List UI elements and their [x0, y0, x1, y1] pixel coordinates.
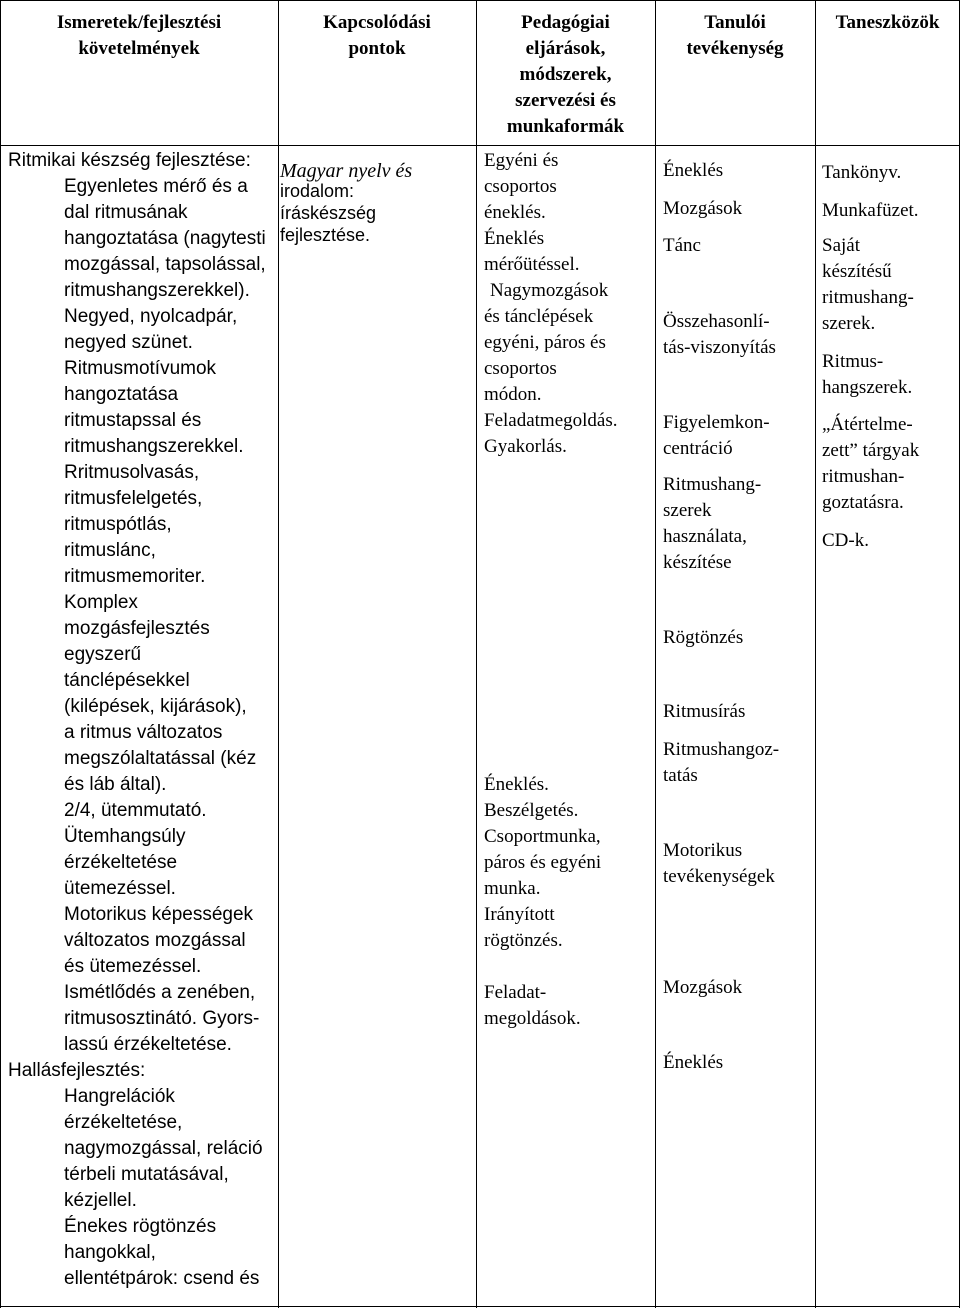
header-text: eljárások,: [525, 38, 606, 59]
activity-item: [663, 838, 813, 890]
header-text: munkaformák: [506, 116, 625, 137]
method-line: csoportos: [484, 358, 557, 379]
connection-line: fejlesztése.: [280, 225, 371, 245]
requirement-line: Motorikus képességek: [64, 904, 254, 925]
method-line: munka.: [484, 878, 541, 899]
activity-item: [663, 309, 813, 361]
activity-line: tás-viszonyítás: [663, 337, 776, 358]
table-border-left: [0, 0, 1, 1308]
tool-item: [822, 198, 958, 224]
tool-line: hangszerek.: [822, 377, 913, 398]
tool-line: Saját: [822, 235, 860, 256]
tool-line: Tankönyv.: [822, 162, 902, 183]
requirement-line: változatos mozgással: [64, 930, 246, 951]
method-line: Nagymozgások: [490, 280, 609, 301]
method-line: éneklés.: [484, 202, 546, 223]
connection-line: íráskészség: [280, 203, 377, 223]
requirement-line: érzékeltetése: [64, 852, 178, 873]
requirement-line: és ütemezéssel.: [64, 956, 202, 977]
activity-line: Figyelemkon-: [663, 412, 770, 433]
activity-line: Éneklés: [663, 1052, 724, 1073]
requirement-line: Énekes rögtönzés: [64, 1216, 217, 1237]
activity-line: szerek: [663, 500, 712, 521]
method-line: Csoportmunka,: [484, 826, 601, 847]
activity-item: [663, 410, 813, 462]
rhythm-section-title: Ritmikai készség fejlesztése:: [8, 150, 251, 171]
header-methods: [476, 10, 655, 140]
methods-cell-1: [484, 148, 654, 460]
header-requirements: [0, 10, 278, 62]
header-student-activity: [655, 10, 815, 62]
requirement-line: Negyed, nyolcadpár,: [64, 306, 238, 327]
requirement-line: (kilépések, kijárások),: [64, 696, 247, 717]
header-text: tevékenység: [686, 38, 784, 59]
activity-item: [663, 196, 813, 222]
activity-item: [663, 699, 813, 725]
tool-item: [822, 528, 958, 554]
requirement-line: ütemezéssel.: [64, 878, 176, 899]
header-connections: [278, 10, 476, 62]
activity-item: [663, 737, 813, 789]
tool-line: készítésű: [822, 261, 892, 282]
requirement-line: ritmusfelelgetés,: [64, 488, 203, 509]
method-line: Beszélgetés.: [484, 800, 579, 821]
methods-cell-2: [484, 772, 654, 954]
requirement-line: ritmustapssal és: [64, 410, 202, 431]
activity-item: [663, 1050, 813, 1076]
method-line: Gyakorlás.: [484, 436, 567, 457]
tool-line: goztatásra.: [822, 492, 904, 513]
hearing-section-list: [8, 1084, 276, 1292]
requirement-line: Ritmusmotívumok: [64, 358, 217, 379]
method-line: Irányított: [484, 904, 555, 925]
activity-line: tatás: [663, 765, 698, 786]
requirement-line: ritmushangszerekkel.: [64, 436, 244, 457]
method-line: módon.: [484, 384, 542, 405]
requirement-line: hangoztatása (nagytesti: [64, 228, 266, 249]
requirement-line: ritmusmemoriter.: [64, 566, 206, 587]
column-divider: [278, 0, 279, 1308]
requirement-line: dal ritmusának: [64, 202, 188, 223]
activity-line: centráció: [663, 438, 733, 459]
activity-line: használata,: [663, 526, 747, 547]
tool-item: [822, 412, 958, 516]
header-row-divider: [0, 145, 960, 146]
requirement-line: ritmuslánc,: [64, 540, 156, 561]
methods-cell-3: [484, 980, 654, 1032]
method-line: Éneklés: [484, 228, 545, 249]
requirement-line: nagymozgással, reláció: [64, 1138, 263, 1159]
activity-line: Motorikus: [663, 840, 743, 861]
requirement-line: térbeli mutatásával,: [64, 1164, 229, 1185]
tool-item: [822, 160, 958, 186]
header-text: követelmények: [78, 38, 200, 59]
tool-line: szerek.: [822, 313, 876, 334]
tool-line: ritmushan-: [822, 466, 905, 487]
requirement-line: hangoztatása: [64, 384, 179, 405]
tool-line: Munkafüzet.: [822, 200, 919, 221]
activity-item: [663, 625, 813, 651]
requirement-line: Ütemhangsúly: [64, 826, 186, 847]
rhythm-section-list: [8, 174, 276, 1058]
method-line: egyéni, páros és: [484, 332, 606, 353]
requirement-line: érzékeltetése,: [64, 1112, 183, 1133]
activity-item: [663, 158, 813, 184]
connections-cell: [280, 158, 474, 246]
column-divider: [655, 0, 656, 1308]
table-border-bottom: [0, 1306, 960, 1307]
method-line: mérőütéssel.: [484, 254, 580, 275]
activity-item: [663, 975, 813, 1001]
requirement-line: Ismétlődés a zenében,: [64, 982, 256, 1003]
requirement-line: Hangrelációk: [64, 1086, 175, 1107]
requirement-line: negyed szünet.: [64, 332, 193, 353]
tool-line: „Átértelme-: [822, 414, 913, 435]
activity-line: készítése: [663, 552, 732, 573]
requirement-line: ritmushangszerekkel).: [64, 280, 250, 301]
requirement-line: ritmuspótlás,: [64, 514, 172, 535]
hearing-section-title: Hallásfejlesztés:: [8, 1060, 146, 1081]
requirement-line: és láb által).: [64, 774, 167, 795]
connection-subject: Magyar nyelv és: [280, 160, 413, 182]
header-text: Kapcsolódási: [323, 12, 431, 33]
requirement-line: Rritmusolvasás,: [64, 462, 200, 483]
activity-line: Rögtönzés: [663, 627, 744, 648]
requirement-line: mozgásfejlesztés: [64, 618, 210, 639]
method-line: Egyéni és: [484, 150, 559, 171]
tool-line: ritmushang-: [822, 287, 914, 308]
header-text: szervezési és: [515, 90, 616, 111]
tool-item: [822, 349, 958, 401]
requirement-line: tánclépésekkel: [64, 670, 190, 691]
activity-item: [663, 233, 813, 259]
requirement-line: a ritmus változatos: [64, 722, 223, 743]
requirement-line: lassú érzékeltetése.: [64, 1034, 232, 1055]
table-border-top: [0, 0, 960, 1]
requirement-line: 2/4, ütemmutató.: [64, 800, 207, 821]
method-line: és tánclépések: [484, 306, 594, 327]
connection-line: irodalom:: [280, 181, 355, 201]
requirement-line: ellentétpárok: csend és: [64, 1268, 260, 1289]
activity-line: tevékenységek: [663, 866, 775, 887]
activity-item: [663, 472, 813, 576]
header-text: Tanulói: [704, 12, 766, 33]
connection-detail: [280, 180, 474, 246]
activity-line: Éneklés: [663, 160, 724, 181]
tool-line: CD-k.: [822, 530, 869, 551]
header-text: Taneszközök: [835, 12, 940, 33]
method-line: Éneklés.: [484, 774, 549, 795]
activity-line: Ritmushang-: [663, 474, 762, 495]
method-line: megoldások.: [484, 1008, 581, 1029]
requirement-line: megszólaltatással (kéz: [64, 748, 257, 769]
header-text: Ismeretek/fejlesztési: [56, 12, 222, 33]
activity-line: Mozgások: [663, 198, 743, 219]
header-text: Pedagógiai: [521, 12, 610, 33]
header-tools: [815, 10, 960, 36]
requirements-cell: [8, 148, 276, 1292]
requirement-line: egyszerű: [64, 644, 142, 665]
method-line: csoportos: [484, 176, 557, 197]
requirement-line: Komplex: [64, 592, 138, 613]
method-line: Feladat-: [484, 982, 547, 1003]
requirement-line: hangokkal,: [64, 1242, 156, 1263]
tool-item: [822, 233, 958, 337]
requirement-line: ritmusosztinátó. Gyors-: [64, 1008, 260, 1029]
requirement-line: mozgással, tapsolással,: [64, 254, 266, 275]
activity-line: Tánc: [663, 235, 701, 256]
method-line: Feladatmegoldás.: [484, 410, 618, 431]
requirement-line: kézjellel.: [64, 1190, 137, 1211]
tool-line: Ritmus-: [822, 351, 884, 372]
activity-line: Mozgások: [663, 977, 743, 998]
column-divider: [815, 0, 816, 1308]
header-text: módszerek,: [519, 64, 612, 85]
method-line: rögtönzés.: [484, 930, 563, 951]
method-line: páros és egyéni: [484, 852, 602, 873]
requirement-line: Egyenletes mérő és a: [64, 176, 248, 197]
activity-line: Összehasonlí-: [663, 311, 770, 332]
activity-line: Ritmushangoz-: [663, 739, 780, 760]
column-divider: [476, 0, 477, 1308]
header-text: pontok: [348, 38, 406, 59]
activity-line: Ritmusírás: [663, 701, 746, 722]
tool-line: zett” tárgyak: [822, 440, 920, 461]
